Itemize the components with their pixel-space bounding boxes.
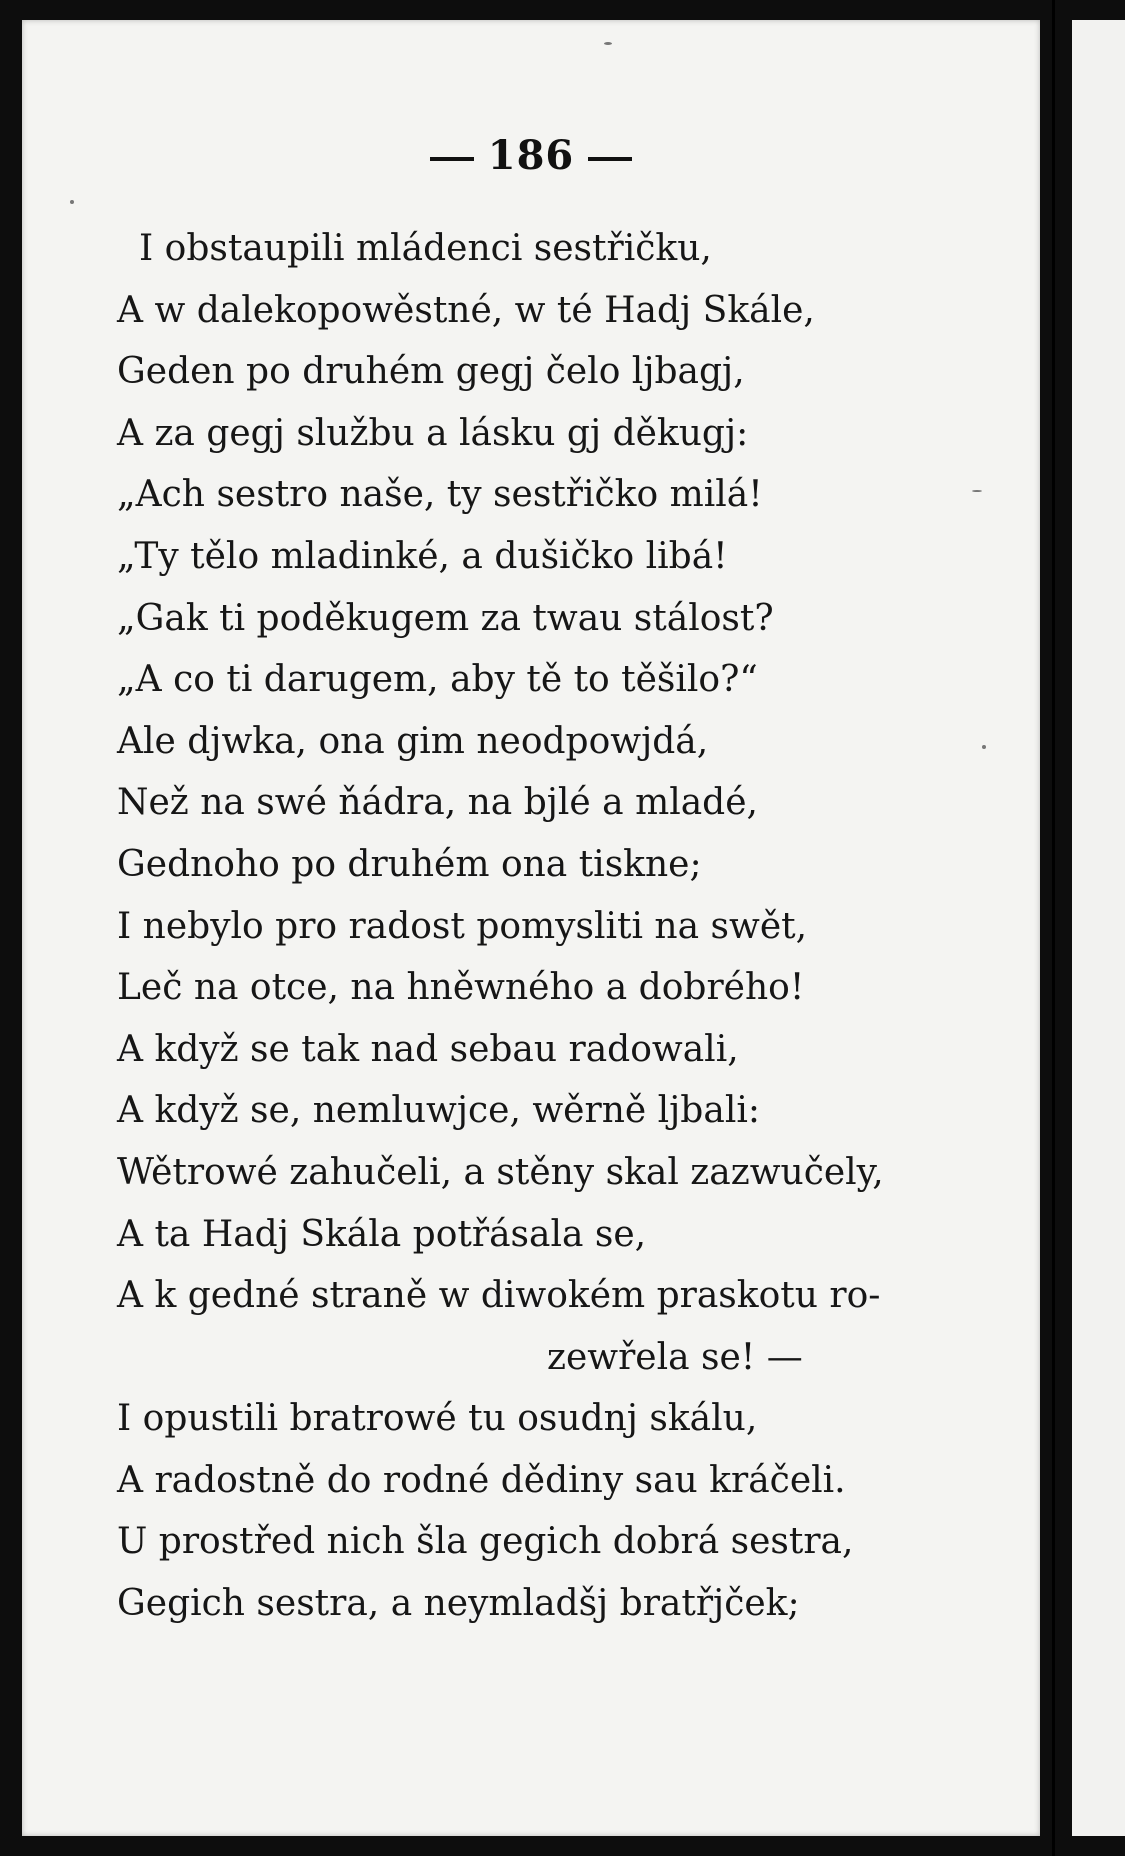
adjacent-page-edge — [1072, 20, 1125, 1836]
poem-line: A za gegj službu a lásku gj děkugj: — [117, 412, 749, 454]
poem-line: I opustili bratrowé tu osudnj skálu, — [117, 1398, 758, 1440]
poem-line: Wětrowé zahučeli, a stěny skal zazwučely, — [117, 1151, 884, 1193]
poem-line: A radostně do rodné dědiny sau kráčeli. — [117, 1459, 846, 1501]
poem-line: Geden po druhém gegj čelo ljbagj, — [117, 351, 745, 393]
page-sheet — [22, 20, 1040, 1836]
scan-speck — [972, 490, 982, 492]
poem-line: „Gak ti poděkugem za twau stálost? — [117, 597, 774, 639]
scan-speck — [604, 42, 612, 45]
poem-line: A w dalekopowěstné, w té Hadj Skále, — [117, 289, 815, 331]
poem-line: Leč na otce, na hněwného a dobrého! — [117, 967, 805, 1009]
poem-line: A když se tak nad sebau radowali, — [117, 1028, 739, 1070]
poem-line: U prostřed nich šla gegich dobrá sestra, — [117, 1521, 854, 1563]
poem-line: Gednoho po druhém ona tiskne; — [117, 843, 702, 885]
header-dash-left — [430, 157, 474, 161]
poem-line: A ta Hadj Skála potřásala se, — [117, 1213, 647, 1255]
page-number: 186 — [487, 132, 575, 179]
poem-line: I obstaupili mládenci sestřičku, — [139, 228, 712, 269]
poem-text — [117, 218, 1017, 1635]
scan-speck — [70, 200, 74, 204]
poem-line: I nebylo pro radost pomysliti na swět, — [117, 905, 808, 947]
poem-line: Gegich sestra, a neymladšj bratřjček; — [117, 1583, 800, 1625]
header-dash-right — [588, 157, 632, 161]
poem-line: Ale djwka, ona gim neodpowjdá, — [117, 720, 709, 762]
gutter-divider — [1052, 0, 1055, 1856]
page-header — [22, 132, 1040, 179]
poem-line: Než na swé ňádra, na bjlé a mladé, — [117, 782, 758, 824]
poem-line: A když se, nemluwjce, wěrně ljbali: — [117, 1090, 760, 1132]
scan-speck — [982, 745, 986, 749]
poem-line: „Ty tělo mladinké, a dušičko libá! — [117, 535, 728, 577]
poem-line: „A co ti darugem, aby tě to těšilo?“ — [117, 659, 758, 701]
poem-line-continuation: zewřela se! — — [547, 1336, 803, 1378]
poem-line: „Ach sestro naše, ty sestřičko milá! — [117, 474, 763, 516]
poem-line: A k gedné straně w diwokém praskotu ro- — [117, 1275, 881, 1317]
